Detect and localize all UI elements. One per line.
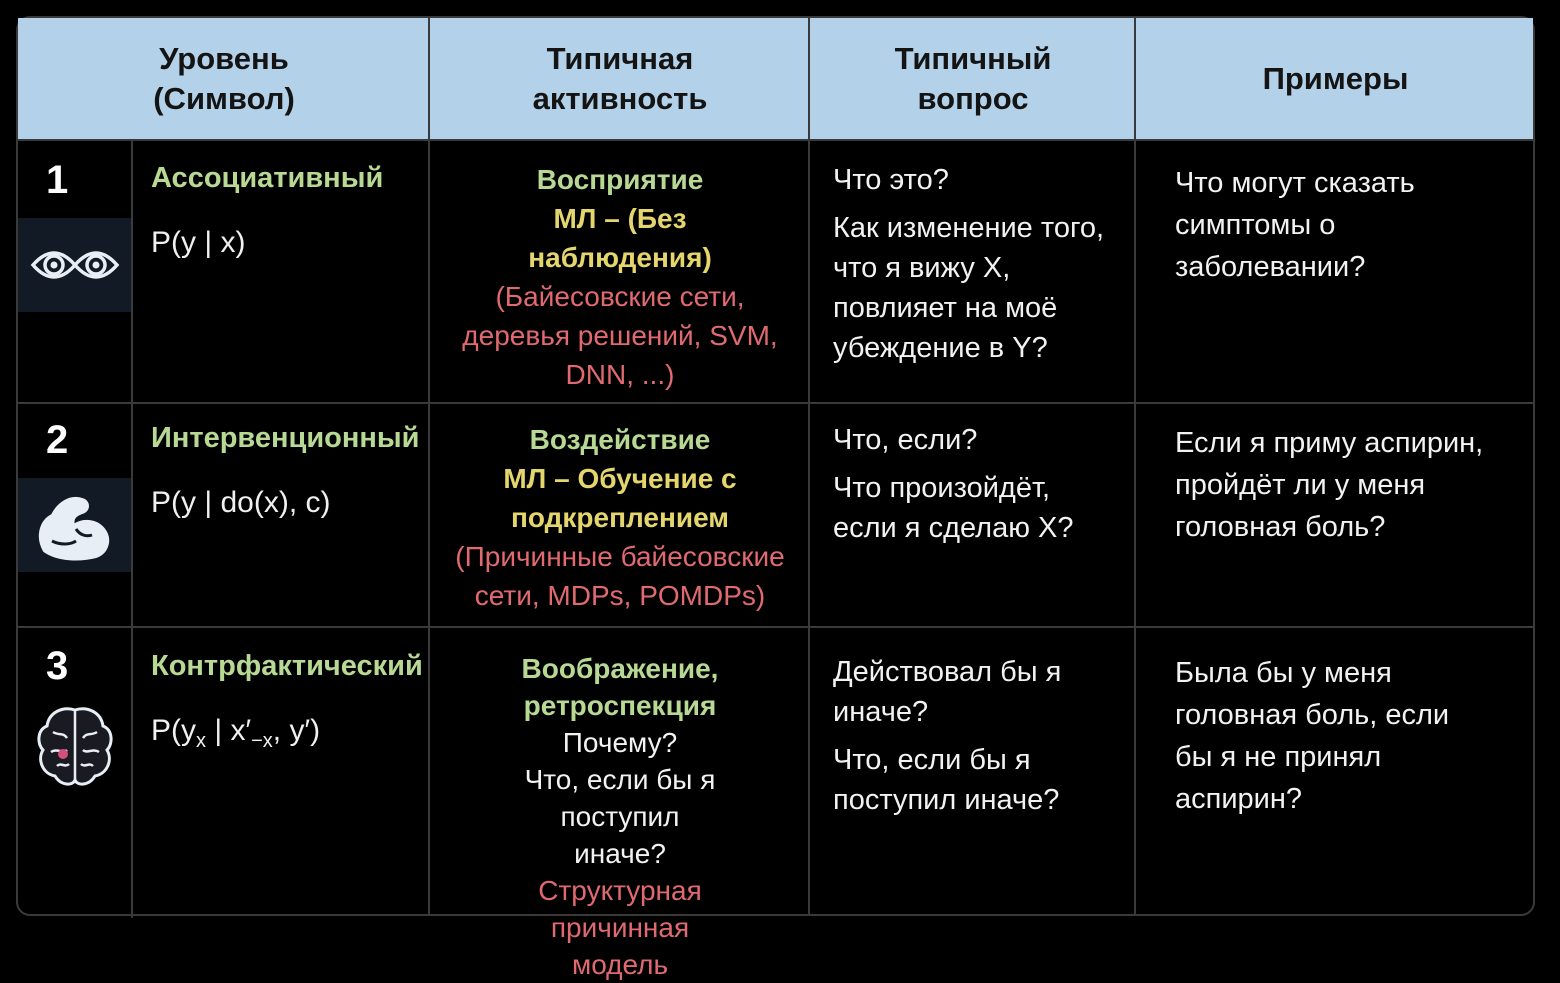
activity-examples: (Байесовские сети, деревья решений, SVM, DNN, ...)	[462, 281, 778, 390]
activity-main: Воображение, ретроспекция	[521, 653, 719, 721]
table-header	[18, 18, 1533, 140]
symbol-subscript: x	[196, 730, 206, 752]
activity-question: Что, если бы я поступил иначе?	[524, 764, 716, 869]
activity-main: Воздействие	[529, 424, 711, 455]
level-name: Ассоциативный	[151, 162, 384, 194]
symbol-part: , y′)	[272, 714, 321, 747]
header-activity: Типичная активность	[532, 41, 708, 116]
question-text: Что, если?	[833, 424, 978, 456]
level-number: 2	[46, 418, 69, 462]
question-text: Действовал бы я иначе?	[833, 656, 1062, 728]
symbol-subscript: −x	[251, 730, 273, 752]
activity-cell	[430, 420, 810, 615]
row-divider	[18, 139, 1533, 141]
level-symbol: P(y | x)	[151, 226, 246, 259]
causal-ladder-table	[16, 16, 1535, 980]
level-name: Контрфактический	[151, 650, 423, 682]
header-level: Уровень (Символ)	[153, 41, 295, 116]
activity-ml: МЛ – (Без наблюдения)	[528, 203, 712, 273]
activity-cell	[430, 650, 810, 983]
symbol-part: P(y	[151, 714, 196, 747]
level-number: 3	[46, 644, 69, 688]
question-cell	[833, 652, 1093, 828]
question-cell	[833, 420, 1103, 556]
activity-ml: МЛ – Обучение с подкреплением	[503, 463, 737, 533]
activity-examples: Структурная причинная модель	[538, 875, 702, 980]
activity-examples: (Причинные байесовские сети, MDPs, POMDPs)	[455, 541, 785, 611]
header-question: Типичный вопрос	[894, 41, 1052, 116]
symbol-part: | x′	[206, 714, 252, 747]
level-symbol	[151, 714, 320, 753]
activity-question: Почему?	[562, 727, 678, 758]
column-divider	[131, 140, 133, 918]
flexed-arm-icon	[18, 478, 131, 572]
level-symbol: P(y | do(x), c)	[151, 486, 331, 519]
row-divider	[18, 402, 1533, 404]
example-text: Что могут сказать симптомы о заболевании?	[1175, 167, 1415, 283]
activity-main: Восприятие	[536, 164, 704, 195]
question-cell	[833, 160, 1133, 376]
question-text: Что, если бы я поступил иначе?	[833, 744, 1060, 816]
question-text: Как изменение того, что я вижу X, повлияет на моё убеждение в Y?	[833, 212, 1105, 364]
activity-cell	[430, 160, 810, 394]
row-divider	[18, 626, 1533, 628]
question-text: Что это?	[833, 164, 949, 196]
level-name: Интервенционный	[151, 422, 420, 454]
column-divider	[1134, 18, 1136, 914]
brain-icon	[18, 700, 131, 794]
example-text: Если я приму аспирин, пройдёт ли у меня головная боль?	[1175, 427, 1484, 543]
level-number: 1	[46, 158, 69, 202]
question-text: Что произойдёт, если я сделаю X?	[833, 472, 1074, 544]
header-examples: Примеры	[1262, 61, 1409, 96]
eyes-icon	[18, 218, 131, 312]
example-text: Была бы у меня головная боль, если бы я не принял аспирин?	[1175, 657, 1450, 815]
